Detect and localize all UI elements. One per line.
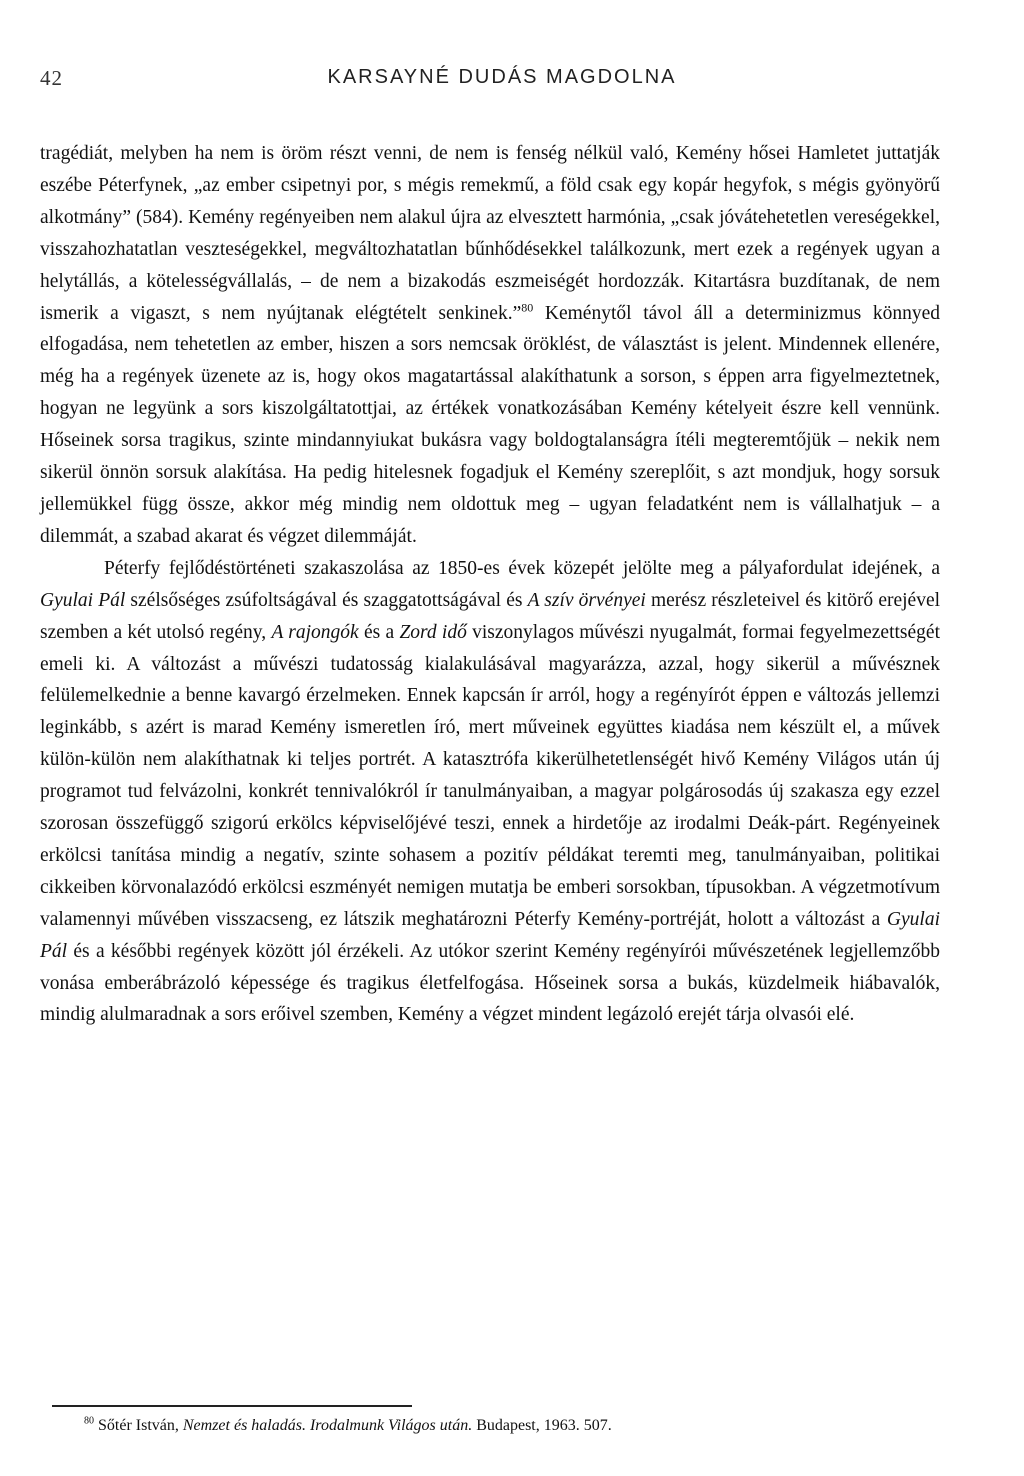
text-run: Keménytől távol áll a determinizmus könnyed elfogadása, nem tehetetlen az ember, hiszen a sors nemcsak öröklést, de választást is jelent. Mindennek ellenére, még ha a regények üzenete az is, hogy okos magatartással alakíthatunk a sorson, s éppen arra figyelmeztetnek, hogyan ne legyünk a sors kiszolgáltatottjai, az értékek vonatkozásában Kemény kételyeit észre kell vennünk. Hőseinek sorsa tragikus, szinte mindannyiukat bukásra vagy boldogtalanságra ítéli megteremtőjük – nekik nem sikerül önnön sorsuk alakítása. Ha pedig hitelesnek fogadjuk el Kemény szereplőit, s azt mondjuk, hogy sorsuk jellemükkel függ össze, akkor még mindig nem oldottuk meg – ugyan feladatként nem is vállalhatjuk – a dilemmát, a szabad akarat és végzet dilemmáját. bbox=[40, 302, 941, 547]
page-number: 42 bbox=[40, 66, 63, 90]
italic-title: A szív örvényei bbox=[527, 589, 646, 611]
text-run: Budapest, 1963. 507. bbox=[472, 1417, 612, 1434]
italic-title: A rajongók bbox=[271, 621, 359, 643]
paragraph-2 bbox=[40, 553, 940, 1032]
text-run: és a későbbi regények között jól érzékeli. Az utókor szerint Kemény regényírói művészetének legjellemzőbb vonása emberábrázoló képessége és tragikus életfelfogása. Hőseinek sorsa a bukás, küzdelmeik hiábavalók, mindig alulmaradnak a sors erőivel szemben, Kemény a végzet mindent legázoló erejét tárja olvasói elé. bbox=[40, 940, 940, 1026]
footnote-ref: 80 bbox=[521, 300, 534, 315]
text-run: és a bbox=[358, 621, 400, 643]
footnote bbox=[84, 1414, 612, 1438]
text-run: Péterfy fejlődéstörténeti szakaszolása az 1850-es évek közepét jelölte meg a pályafordulat idejének, a bbox=[104, 557, 940, 579]
italic-title: Gyulai Pál bbox=[40, 908, 940, 962]
page-header bbox=[40, 66, 964, 96]
text-run: tragédiát, melyben ha nem is öröm részt venni, de nem is fenség nélkül való, Kemény hősei Hamletet juttatják eszébe Péterfynek, „az ember csipetnyi por, s mégis remekmű, a föld csak egy kopár hegyfok, s mégis gyönyörű alkotmány” (584). Kemény regényeiben nem alakul újra az elvesztett harmónia, „csak jóvátehetetlen vereségekkel, visszahozhatatlan veszteségekkel, megváltozhatatlan bűnhődésekkel találkozunk, mert ezek a regények ugyan a helytállás, a kötelességvállalás, – de nem a bizakodás eszmeiségét hordozzák. Kitartásra buzdítanak, de nem ismerik a vigaszt, s nem nyújtanak elégtételt senkinek.” bbox=[40, 143, 940, 324]
italic-title: Nemzet és haladás. Irodalmunk Világos után. bbox=[182, 1417, 473, 1434]
text-run: szélsőséges zsúfoltságával és szaggatottságával és bbox=[125, 589, 528, 611]
footnote-divider bbox=[52, 1405, 412, 1407]
body-text bbox=[40, 138, 940, 1031]
text-run: merész részleteivel és kitörő erejével szemben a két utolsó regény, bbox=[40, 589, 941, 643]
italic-title: Gyulai Pál bbox=[40, 589, 126, 611]
paragraph-1 bbox=[40, 138, 940, 553]
footnote-number: 80 bbox=[84, 1415, 94, 1427]
text-run: viszonylagos művészi nyugalmát, formai fegyelmezettségét emeli ki. A változást a művészi tudatosság kialakulásával magyarázza, azzal, hogy sikerül a művésznek felülemelkednie a benne kavargó érzelmeken. Ennek kapcsán ír arról, hogy a regényírót éppen e változás jellemzi leginkább, s azért is marad Kemény ismeretlen író, mert műveinek együttes kiadása nem készült el, a művek külön-külön nem alakíthatnak ki teljes portrét. A katasztrófa kikerülhetetlenségét hivő Kemény Világos után új programot tud felvázolni, konkrét tennivalókról ír tanulmányaiban, a magyar polgárosodás új szakasza egy ezzel szorosan összefüggő szigorú erkölcs képviselőjévé teszi, ennek a hirdetője az irodalmi Deák-párt. Regényeinek erkölcsi tanítása mindig a negatív, szinte sohasem a pozitív példákat teremti meg, tanulmányaiban, politikai cikkeiben körvonalazódó erkölcsi eszményét nemigen mutatja be emberi sorsokban, típusokban. A végzetmotívum valamennyi művében visszacseng, ez látszik meghatározni Péterfy Kemény-portréját, holott a változást a bbox=[40, 621, 940, 930]
italic-title: Zord idő bbox=[399, 621, 467, 643]
text-run: Sőtér István, bbox=[94, 1417, 183, 1434]
footnote-text bbox=[94, 1417, 612, 1434]
running-head: KARSAYNÉ DUDÁS MAGDOLNA bbox=[327, 66, 677, 88]
